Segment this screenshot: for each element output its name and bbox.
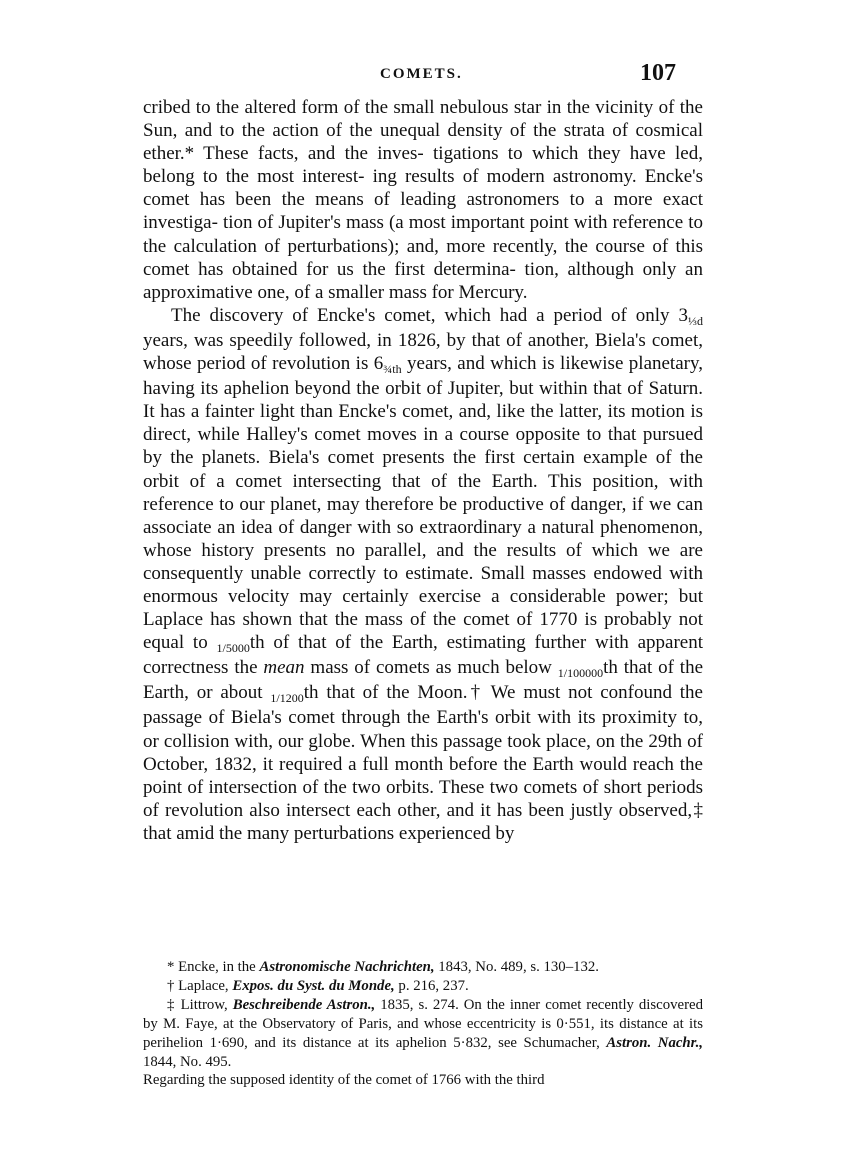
page-number: 107 (640, 60, 676, 86)
para1-line: the means of leading astronomers to a more exact investiga- (143, 189, 703, 234)
footnote-text: ‡ Littrow, (167, 996, 233, 1013)
para1-line: of the strata of cosmical ether.* These facts, and the inves- (143, 120, 704, 165)
para1-line: Mercury. (458, 281, 528, 303)
paragraph-1 (143, 96, 703, 304)
footnote-title: Beschreibende Astron., (232, 996, 376, 1013)
fraction-one-five-thousandth: 1/5000 (216, 641, 250, 656)
para2-text: th that of the Moon.† We must not confound the passage of Biela's comet through the Earth's orbit with its proximity to, or collision with, our globe. When this passage took place, on the 29th of October, 1832, it required a full month before the Earth would reach the point of intersection of the two orbits. These two comets of short periods of revolution also intersect each other, and it has been justly observed,‡ that amid the many perturbations experienced by (143, 682, 703, 844)
footnote-2 (143, 977, 703, 996)
footnote-text: * Encke, in the (167, 959, 260, 975)
para1-line: tion of Jupiter's mass (a most important point with reference (222, 212, 689, 234)
footnote-title: Astronomische Nachrichten, (259, 959, 435, 975)
footnotes (143, 958, 703, 1090)
footnote-text: 1843, No. 489, s. 130–132. (434, 959, 599, 975)
footnote-3 (143, 996, 703, 1072)
para1-line: cribed to the altered form of the small nebulous star in the (143, 97, 596, 118)
para2-text: years, was speedily followed, in 1826, by that of another, Biela's comet, whose period of revolution is 6 (143, 329, 703, 375)
fraction-three-quarters: ¾th (383, 362, 402, 377)
para2-text: mass of comets as much below (304, 657, 558, 679)
footnote-text: p. 216, 237. (394, 977, 469, 994)
body-text (143, 96, 703, 845)
running-title: COMETS. (380, 66, 463, 82)
para1-line: tigations to which they have led, belong to the most interest- (143, 143, 703, 188)
footnote-continuation: Regarding the supposed identity of the comet of 1766 with the third (143, 1072, 545, 1089)
running-head (0, 62, 850, 92)
para1-line: ing results of modern astronomy. Encke's comet has been (143, 166, 703, 211)
footnote-title: Expos. du Syst. du Monde, (232, 977, 395, 994)
para2-text: years, and which is likewise planetary, having its aphelion beyond the orbit of Jupiter, but within that of Saturn. It has a fainter light than Encke's comet, and, like the latter, its motion is direct, while Halley's comet moves in a course opposite to that pursued by the planets. Biela's comet presents the first certain example of the orbit of a comet intersecting that of the Earth. This position, with reference to our planet, may therefore be productive of danger, if we can associate an idea of danger with so extraordinary a natural phenomenon, whose history presents no parallel, and the results of which we are consequently unable correctly to estimate. Small masses endowed with enormous velocity may certainly exercise a considerable power; but Laplace has shown that the mass of the comet of 1770 is probably not equal to (143, 353, 703, 654)
fraction-one-hundred-thousandth: 1/100000 (557, 666, 604, 681)
para1-line: vicinity of the Sun, and to the action of the unequal density (143, 97, 703, 142)
fraction-one-twelve-hundredth: 1/1200 (270, 691, 304, 706)
para2-text: The discovery of Encke's comet, which had a period of only 3 (171, 304, 688, 326)
footnote-title: Astron. Nachr., (606, 1034, 703, 1051)
footnote-text: † Laplace, (167, 977, 233, 994)
fraction-one-third: ⅓d (688, 313, 703, 328)
footnote-1 (143, 958, 703, 977)
footnote-text: 1835, s. 274. On the inner comet recently discovered by M. Faye, at the Observatory of Paris, and whose eccentricity is 0·551, its distance at its perihelion 1·690, and its distance at its aphelion 5·832, see Schumacher, (143, 996, 704, 1051)
emphasis-mean: mean (263, 657, 305, 679)
para1-line: course of this comet has obtained for us the first determina- (143, 235, 703, 280)
para2-text: th of that of the Earth, estimating further with apparent correctness the (143, 632, 703, 679)
footnote-text: 1844, No. 495. (143, 1053, 232, 1070)
para1-line: to the calculation of perturbations); and, more recently, the (143, 212, 703, 257)
para1-line: tion, although only an approximative one, of a smaller mass for (143, 258, 703, 303)
para2-text: th that of the Earth, or about (143, 657, 704, 704)
paragraph-2 (143, 304, 703, 845)
